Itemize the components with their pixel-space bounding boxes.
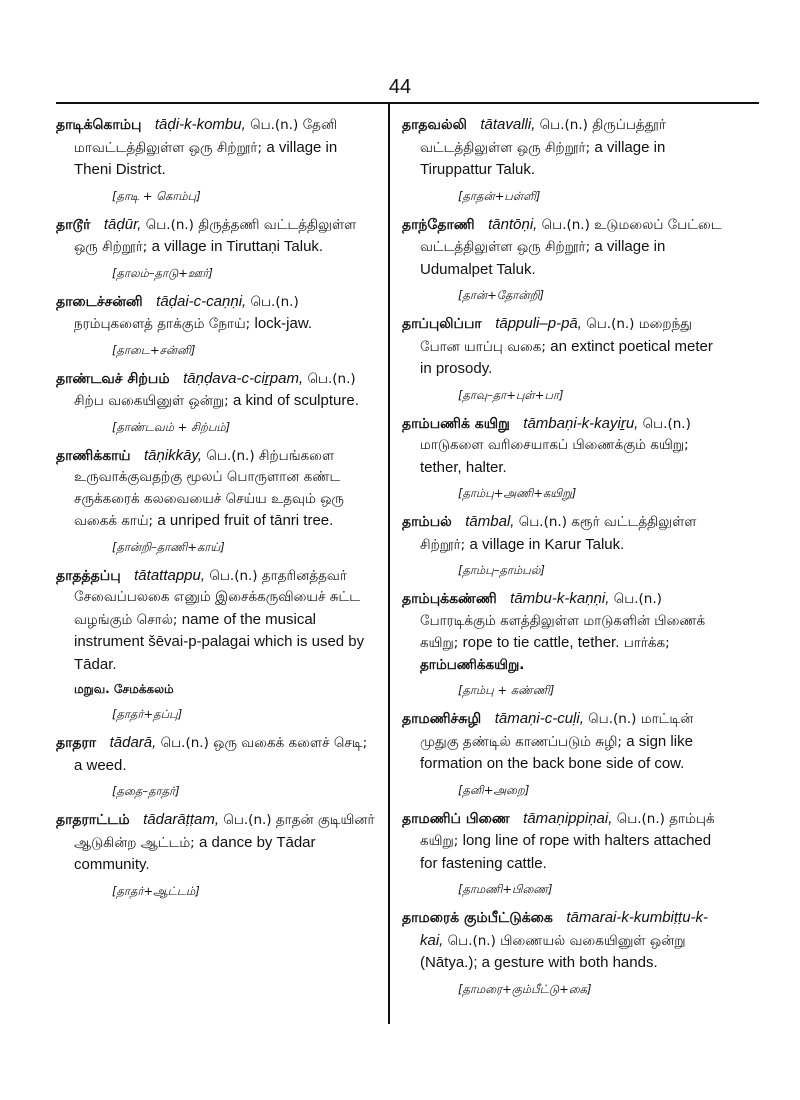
part-of-speech: பெ.(n.) <box>447 932 496 949</box>
english-definition: a sign like formation on the back bone side of cow. <box>420 732 693 772</box>
transliteration: tāḍi-k-kombu, <box>154 116 246 133</box>
entry-text <box>56 445 378 533</box>
etymology: [தான்றி–தாணி+காய்] <box>112 539 225 554</box>
header-rule <box>56 102 759 104</box>
tamil-definition: மாட்டின் முதுகு தண்டில் காணப்படும் சுழி; <box>420 711 694 750</box>
part-of-speech: பெ.(n.) <box>250 293 299 310</box>
dictionary-entry <box>402 588 724 699</box>
dictionary-entry <box>402 708 724 799</box>
etymology: [தாதன்+பள்ளி] <box>458 188 541 203</box>
headword: தாணிக்காய் <box>56 447 131 464</box>
part-of-speech: பெ.(n.) <box>145 216 194 233</box>
english-definition: (Nātya.); a gesture with both hands. <box>420 954 658 971</box>
dictionary-entry <box>56 565 378 724</box>
headword: தாண்டவச் சிற்பம் <box>56 370 170 387</box>
tamil-definition: போரடிக்கும் களத்திலுள்ள மாடுகளின் பிணைக் கயிறு; <box>420 612 706 651</box>
part-of-speech: பெ.(n.) <box>250 117 299 133</box>
transliteration: tāmbu-k-kaṇṇi, <box>510 590 610 607</box>
part-of-speech: பெ.(n.) <box>307 370 356 387</box>
tamil-definition: தாதரினத்தவர் சேவைப்பலகை எனும் இசைக்கருவியைச் சுட்ட வழங்கும் சொல்; <box>74 567 361 628</box>
page-number: 44 <box>388 76 412 98</box>
english-definition: an extinct poetical meter in prosody. <box>420 337 713 377</box>
etymology: [தாடி + கொம்பு] <box>112 188 201 203</box>
part-of-speech: பெ.(n.) <box>160 735 209 751</box>
dictionary-entry <box>402 511 724 579</box>
entry-text <box>402 114 724 182</box>
tamil-definition: மாடுகளை வரிசையாகப் பிணைக்கும் கயிறு; <box>420 437 689 453</box>
entry-text <box>56 114 378 182</box>
english-definition: a dance by Tādar community. <box>74 833 316 873</box>
dictionary-entry <box>56 291 378 359</box>
transliteration: tādarāṭṭam, <box>143 811 220 828</box>
english-definition: long line of rope with halters attached for fastening cattle. <box>420 832 712 872</box>
part-of-speech: பெ.(n.) <box>613 591 662 607</box>
dictionary-entry <box>402 313 724 404</box>
headword: தாந்தோணி <box>402 216 475 233</box>
right-column <box>402 114 724 1007</box>
etymology: [தாலம்–தாடு+ஊர்] <box>112 265 213 280</box>
headword: தாம்பல் <box>402 514 452 530</box>
entry-text <box>56 565 378 677</box>
etymology: [தாண்டவம் + சிற்பம்] <box>112 419 231 434</box>
transliteration: tātattappu, <box>134 566 206 584</box>
tamil-definition: திருத்தணி வட்டத்திலுள்ள ஒரு சிற்றூர்; <box>74 216 357 255</box>
tamil-definition: பிணையல் வகையினுள் ஒன்று <box>500 932 686 949</box>
headword: தாடைச்சன்னி <box>56 293 143 310</box>
transliteration: tādarā, <box>109 734 157 751</box>
transliteration: tāmarai-k-kumbiṭṭu-k-kai, <box>420 909 709 949</box>
english-definition: a village in Theni District. <box>74 138 338 178</box>
entry-text <box>56 291 378 336</box>
english-definition: a village in Udumalpet Taluk. <box>420 238 666 278</box>
transliteration: tāmbaṇi-k-kayiṟu, <box>523 414 639 432</box>
tamil-definition: கரூர் வட்டத்திலுள்ள சிற்றூர்; <box>420 514 697 553</box>
see-also-label: பார்க்க; <box>623 635 670 651</box>
part-of-speech: பெ.(n.) <box>206 447 255 464</box>
tamil-definition: உடுமலைப் பேட்டை வட்டத்திலுள்ள ஒரு சிற்றூர்; <box>420 216 722 255</box>
transliteration: tāmaṇippiṇai, <box>523 809 613 827</box>
dictionary-entry <box>402 413 724 503</box>
transliteration: tāṇḍava-c-ciṟpam, <box>183 369 304 387</box>
entry-text <box>402 907 724 975</box>
part-of-speech: பெ.(n.) <box>539 117 588 133</box>
entry-text <box>402 808 724 876</box>
english-definition: a village in Tiruttaṇi Taluk. <box>151 238 324 255</box>
part-of-speech: பெ.(n.) <box>586 316 635 332</box>
english-definition: a village in Tiruppattur Taluk. <box>420 138 666 178</box>
transliteration: tāppuli–p-pā, <box>495 315 582 332</box>
dictionary-entry <box>56 214 378 282</box>
part-of-speech: பெ.(n.) <box>541 216 590 233</box>
etymology: [தான்+தோன்றி] <box>458 288 544 302</box>
transliteration: tāmbal, <box>465 513 515 530</box>
entry-text <box>402 511 724 556</box>
english-definition: a unriped fruit of tānri tree. <box>157 512 334 529</box>
tamil-definition: ஒரு வகைக் களைச் செடி; <box>213 735 368 751</box>
headword: தாப்புலிப்பா <box>402 316 482 332</box>
part-of-speech: பெ.(n.) <box>223 812 272 828</box>
headword: தாமணிப் பிணை <box>402 810 510 827</box>
part-of-speech: பெ.(n.) <box>209 567 258 584</box>
part-of-speech: பெ.(n.) <box>518 514 567 530</box>
dictionary-entry <box>402 114 724 205</box>
headword: தாம்புக்கண்ணி <box>402 591 497 607</box>
tamil-definition: தாம்புக் கயிறு; <box>420 810 715 849</box>
headword: தாடிக்கொம்பு <box>56 117 142 133</box>
etymology: [தாமணி+பிணை] <box>458 882 553 896</box>
part-of-speech: பெ.(n.) <box>588 711 637 727</box>
part-of-speech: பெ.(n.) <box>616 810 665 827</box>
dictionary-entry <box>402 808 724 899</box>
entry-text <box>56 368 378 413</box>
headword: தாமணிச்சுழி <box>402 711 482 727</box>
transliteration: tāntōṇi, <box>488 215 538 233</box>
left-column <box>56 114 378 909</box>
transliteration: tāḍai-c-caṇṇi, <box>156 292 247 310</box>
english-definition: rope to tie cattle, tether. <box>462 634 620 651</box>
headword: தாமரைக் கும்பீட்டுக்கை <box>402 910 553 926</box>
entry-text <box>56 214 378 259</box>
headword: தாதராட்டம் <box>56 812 130 828</box>
tamil-definition: சிற்பங்களை உருவாக்குவதற்கு மூலப் பொருளான கண்ட சருக்கரைக் கலவையைச் செய்ய உதவும் ஒரு வகைக் காய்; <box>74 447 344 529</box>
entry-text <box>402 313 724 381</box>
entry-text <box>402 413 724 480</box>
dictionary-entry <box>402 907 724 998</box>
tamil-definition: மறைந்து போன யாப்பு வகை; <box>420 316 692 355</box>
synonym-note: மறுவ. சேமக்கலம் <box>74 682 174 696</box>
tamil-definition: சிற்ப வகையினுள் ஒன்று; <box>74 393 229 409</box>
entry-text <box>56 809 378 877</box>
english-definition: tether, halter. <box>420 458 507 476</box>
dictionary-entry <box>56 114 378 205</box>
etymology: [தாடை+சன்னி] <box>112 342 196 357</box>
transliteration: tāṇikkāy, <box>143 446 203 464</box>
headword: தாதரா <box>56 735 97 751</box>
etymology: [தாதர்+தப்பு] <box>112 707 183 721</box>
tamil-definition: திருப்பத்தூர் வட்டத்திலுள்ள ஒரு சிற்றூர்; <box>420 117 666 156</box>
headword: தாம்பணிக் கயிறு <box>402 415 510 432</box>
entry-text <box>402 588 724 676</box>
etymology: [தாம்பு + கண்ணி] <box>458 683 555 697</box>
etymology: [ததை–தாதர்] <box>112 784 180 798</box>
entry-text <box>402 214 724 282</box>
etymology: [தாமரை+கும்பீட்டு+கை] <box>458 981 592 996</box>
etymology: [தாவு–தா+புள்+பா] <box>458 387 564 402</box>
entry-text <box>402 708 724 776</box>
see-also-reference: தாம்பணிக்கயிறு. <box>420 656 525 673</box>
transliteration: tāmaṇi-c-cuḷi, <box>494 710 584 727</box>
etymology: [தாம்பு+அணி+கயிறு] <box>458 486 577 500</box>
headword: தாதத்தப்பு <box>56 567 121 584</box>
dictionary-entry <box>402 214 724 305</box>
dictionary-entry <box>56 732 378 800</box>
dictionary-entry <box>56 809 378 900</box>
etymology: [தனி+அறை] <box>458 782 530 797</box>
column-divider <box>388 104 390 1024</box>
tamil-definition: தாதன் குடியினர் ஆடுகின்ற ஆட்டம்; <box>74 812 375 851</box>
tamil-definition: நரம்புகளைத் தாக்கும் நோய்; <box>74 316 251 332</box>
etymology: [தாதர்+ஆட்டம்] <box>112 883 200 898</box>
english-definition: name of the musical instrument šēvai-p-palagai which is used by Tādar. <box>74 610 365 673</box>
english-definition: a kind of sculpture. <box>232 392 359 409</box>
headword: தாதவல்லி <box>402 117 467 133</box>
english-definition: a village in Karur Taluk. <box>469 535 625 553</box>
english-definition: lock-jaw. <box>254 315 313 332</box>
headword: தாடூர் <box>56 216 91 233</box>
tamil-definition: தேனி மாவட்டத்திலுள்ள ஒரு சிற்றூர்; <box>74 117 338 156</box>
dictionary-entry <box>56 445 378 556</box>
part-of-speech: பெ.(n.) <box>642 415 691 432</box>
entry-text <box>56 732 378 777</box>
transliteration: tātavalli, <box>480 116 536 133</box>
english-definition: a weed. <box>74 756 127 774</box>
dictionary-entry <box>56 368 378 436</box>
transliteration: tāḍūr, <box>103 215 142 233</box>
etymology: [தாம்பு–தாம்பல்] <box>458 563 545 577</box>
